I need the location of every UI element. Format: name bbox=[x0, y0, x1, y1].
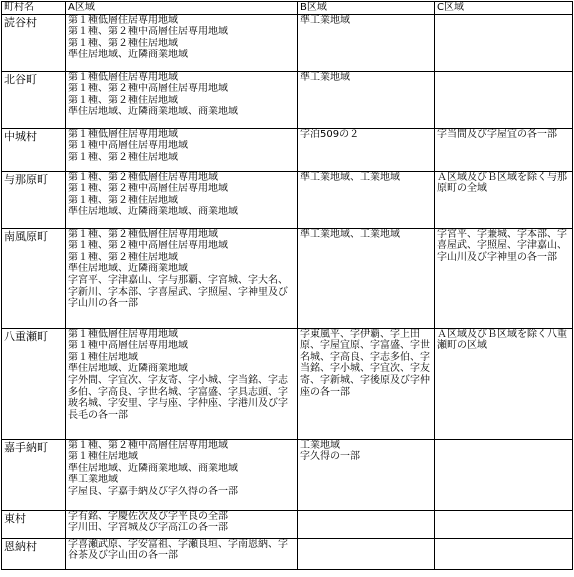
header-town: 町村名 bbox=[2, 2, 66, 15]
area-a-cell bbox=[66, 510, 298, 538]
area-a-line: 第１種、第２種住居地域 bbox=[68, 37, 178, 49]
town-name: 南風原町 bbox=[2, 228, 66, 328]
area-a-line: 第１種、第２種中高層住居専用地域 bbox=[68, 26, 228, 38]
table-row bbox=[2, 14, 573, 71]
area-a-line: 第１種低層住居専用地域 bbox=[68, 328, 178, 340]
table-header-row bbox=[2, 2, 573, 15]
area-b-cell bbox=[298, 510, 435, 538]
area-c-cell bbox=[435, 71, 573, 128]
area-c-cell bbox=[435, 538, 573, 569]
area-b-cell: 工業地域 字久得の一部 bbox=[298, 439, 435, 510]
area-a-line: 準住居地域、近隣商業地域 bbox=[68, 49, 188, 61]
area-a-line: 字川田、字宮城及び字高江の各一部 bbox=[68, 522, 228, 534]
area-a-cell bbox=[66, 328, 298, 439]
area-a-line: 第１種、第２種中高層住居専用地域 bbox=[68, 83, 228, 95]
town-name: 恩納村 bbox=[2, 538, 66, 569]
header-area-c: C区域 bbox=[435, 2, 573, 15]
area-b-cell: 準工業地域 bbox=[298, 14, 435, 71]
area-c-cell bbox=[435, 14, 573, 71]
area-a-cell bbox=[66, 171, 298, 228]
area-a-line: 字外間、字宜次、字友寄、字小城、字当銘、字志多伯、字高良、字世名城、字富盛、字具志頭、字玻名城、字安里、字与座、字仲座、字港川及び字長毛の各一部 bbox=[68, 374, 288, 421]
area-a-line: 第１種、第２種中高層住居専用地域 bbox=[68, 439, 228, 451]
area-c-cell: Ａ区域及びＢ区域を除く与那原町の全域 bbox=[435, 171, 573, 228]
table-row bbox=[2, 510, 573, 538]
table-row bbox=[2, 171, 573, 228]
area-a-line: 第１種、第２種中高層住居専用地域 bbox=[68, 183, 228, 195]
area-b-cell: 字東風平、字伊覇、字上田原、字屋宜原、字富盛、字世名城、字高良、字志多伯、字当銘、字小城、字宜次、字友寄、字新城、字後原及び字仲座の各一部 bbox=[298, 328, 435, 439]
area-a-line: 第１種、第２種住居地域 bbox=[68, 251, 178, 263]
area-a-line: 第１種、第２種中高層住居専用地域 bbox=[68, 240, 228, 252]
area-a-line: 第１種、第２種住居地域 bbox=[68, 151, 178, 163]
area-a-line: 第１種、第２種低層住居専用地域 bbox=[68, 171, 218, 183]
area-a-line: 第１種低層住居専用地域 bbox=[68, 14, 178, 26]
table-row bbox=[2, 439, 573, 510]
area-b-cell: 字泊509の２ bbox=[298, 128, 435, 171]
table-row bbox=[2, 228, 573, 328]
town-name: 東村 bbox=[2, 510, 66, 538]
header-area-a: A区域 bbox=[66, 2, 298, 15]
area-a-cell bbox=[66, 538, 298, 569]
area-a-cell bbox=[66, 228, 298, 328]
area-a-line: 第１種低層住居専用地域 bbox=[68, 128, 178, 140]
area-a-cell bbox=[66, 71, 298, 128]
area-b-cell: 準工業地域、工業地域 bbox=[298, 171, 435, 228]
area-c-cell bbox=[435, 439, 573, 510]
table-row bbox=[2, 328, 573, 439]
area-c-cell: 字当間及び字屋宜の各一部 bbox=[435, 128, 573, 171]
area-a-line: 第１種中高層住居専用地域 bbox=[68, 340, 188, 352]
area-a-line: 第１種低層住居専用地域 bbox=[68, 71, 178, 83]
table-row bbox=[2, 538, 573, 569]
area-a-line: 第１種、第２種住居地域 bbox=[68, 194, 178, 206]
town-name: 読谷村 bbox=[2, 14, 66, 71]
area-a-cell bbox=[66, 14, 298, 71]
area-a-line: 準工業地域 bbox=[68, 474, 118, 486]
area-b-cell bbox=[298, 538, 435, 569]
area-a-line: 字屋良、字嘉手納及び字久得の各一部 bbox=[68, 485, 238, 497]
town-name: 八重瀬町 bbox=[2, 328, 66, 439]
area-a-line: 第１種、第２種低層住居専用地域 bbox=[68, 228, 218, 240]
area-c-cell: 字宮平、字兼城、字本部、字喜屋武、字照屋、字津嘉山、字山川及び字神里の各一部 bbox=[435, 228, 573, 328]
area-a-line: 第１種、第２種住居地域 bbox=[68, 94, 178, 106]
area-a-line: 第１種住居地域 bbox=[68, 451, 138, 463]
town-name: 中城村 bbox=[2, 128, 66, 171]
area-a-cell bbox=[66, 128, 298, 171]
zoning-table-container bbox=[1, 1, 573, 570]
zoning-table bbox=[1, 1, 573, 570]
header-area-b: B区域 bbox=[298, 2, 435, 15]
town-name: 北谷町 bbox=[2, 71, 66, 128]
area-a-line: 字宮平、字津嘉山、字与那覇、字宮城、字大名、字新川、字本部、字喜屋武、字照屋、字神里及び字山川の各一部 bbox=[68, 274, 288, 310]
area-a-line: 準住居地域、近隣商業地域、商業地域 bbox=[68, 462, 238, 474]
town-name: 嘉手納町 bbox=[2, 439, 66, 510]
area-b-cell: 準工業地域、工業地域 bbox=[298, 228, 435, 328]
area-a-cell bbox=[66, 439, 298, 510]
area-c-cell bbox=[435, 510, 573, 538]
area-c-cell: Ａ区域及びＢ区域を除く八重瀬町の区域 bbox=[435, 328, 573, 439]
area-a-line: 準住居地域、近隣商業地域 bbox=[68, 263, 188, 275]
table-row bbox=[2, 71, 573, 128]
area-a-line: 字喜瀬武原、字安富祖、字瀬良垣、字南恩納、字谷茶及び字山田の各一部 bbox=[68, 538, 288, 562]
area-a-line: 準住居地域、近隣商業地域、商業地域 bbox=[68, 206, 238, 218]
area-a-line: 第１種住居地域 bbox=[68, 351, 138, 363]
area-a-line: 第１種中高層住居専用地域 bbox=[68, 140, 188, 152]
table-row bbox=[2, 128, 573, 171]
area-a-line: 準住居地域、近隣商業地域 bbox=[68, 363, 188, 375]
town-name: 与那原町 bbox=[2, 171, 66, 228]
area-a-line: 字有銘、字慶佐次及び字平良の全部 bbox=[68, 510, 228, 522]
area-a-line: 準住居地域、近隣商業地域、商業地域 bbox=[68, 106, 238, 118]
area-b-cell: 準工業地域 bbox=[298, 71, 435, 128]
